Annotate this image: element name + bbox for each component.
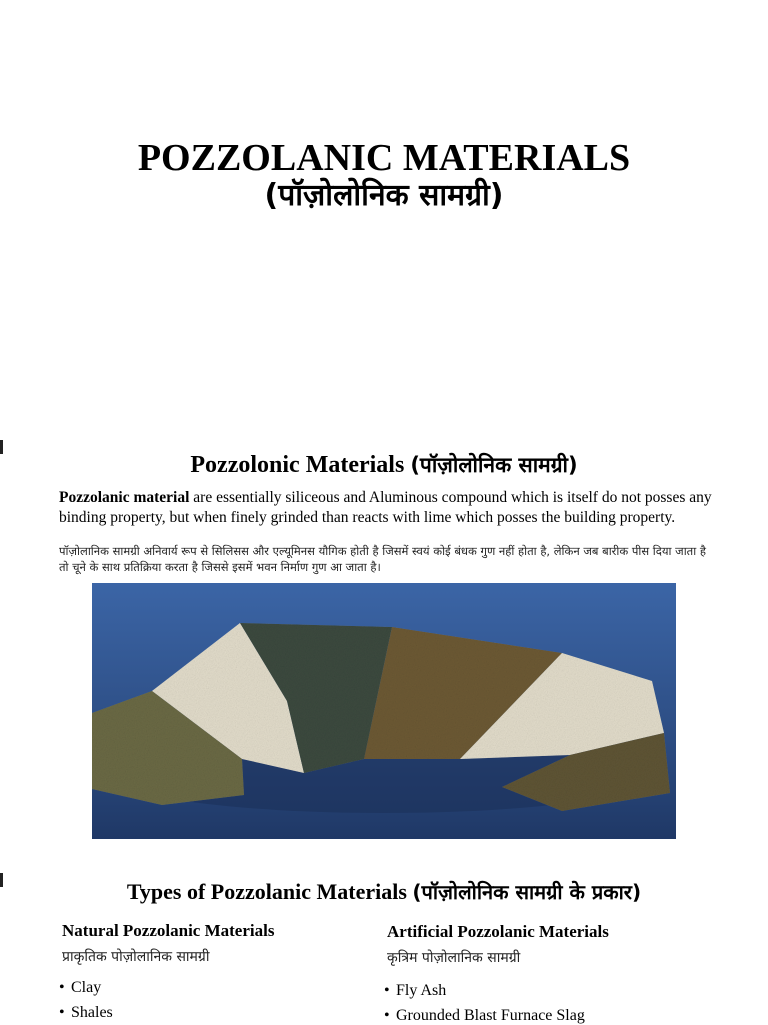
- pozzolan-samples-illustration: [92, 583, 676, 839]
- bullet-icon: •: [384, 982, 390, 999]
- list-item: [59, 1004, 113, 1022]
- list-item: [59, 979, 101, 997]
- definition-heading-english: Pozzolonic Materials: [190, 452, 405, 478]
- definition-term: Pozzolanic material: [59, 489, 190, 506]
- bullet-icon: •: [384, 1007, 390, 1024]
- artificial-heading-hindi: कृत्रिम पोज़ोलानिक सामग्री: [387, 950, 521, 966]
- bullet-icon: •: [59, 1004, 65, 1021]
- list-item: [384, 982, 446, 1000]
- definition-paragraph: [59, 488, 719, 527]
- slide-title-hindi: (पॉज़ोलोनिक सामग्री): [264, 178, 504, 213]
- natural-heading-hindi: प्राकृतिक पोज़ोलानिक सामग्री: [62, 949, 210, 965]
- types-heading-hindi: (पॉज़ोलोनिक सामग्री के प्रकार): [412, 880, 642, 904]
- definition-heading-hindi: (पॉज़ोलोनिक सामग्री): [410, 453, 578, 477]
- definition-heading: [0, 451, 768, 479]
- list-item: [384, 1007, 585, 1025]
- bullet-icon: •: [59, 979, 65, 996]
- list-item-label: Shales: [71, 1004, 113, 1021]
- slide-title: POZZOLANIC MATERIALS: [137, 137, 631, 179]
- definition-hindi: पॉज़ोलानिक सामग्री अनिवार्य रूप से सिलिसस और एल्यूमिनस यौगिक होती है जिसमें स्वयं कोई बंधक गुण नहीं होता है, लेकिन जब बारीक पीस दिया जाता है तो चूने के साथ प्रतिक्रिया करता है जिससे इसमें भवन निर्माण गुण आ जाता है।: [59, 544, 706, 574]
- types-heading: [0, 878, 768, 905]
- list-item-label: Grounded Blast Furnace Slag: [396, 1007, 585, 1024]
- types-heading-english: Types of Pozzolanic Materials: [126, 879, 407, 904]
- pozzolan-samples-photo: [92, 583, 676, 839]
- natural-heading: Natural Pozzolanic Materials: [62, 921, 275, 940]
- artificial-heading: Artificial Pozzolanic Materials: [387, 922, 609, 941]
- definition-body: are essentially siliceous and Aluminous compound which is itself do not posses any binding property, but when finely grinded than reacts with lime which posses the building property.: [59, 489, 712, 526]
- list-item-label: Clay: [71, 979, 102, 996]
- list-item-label: Fly Ash: [396, 982, 447, 999]
